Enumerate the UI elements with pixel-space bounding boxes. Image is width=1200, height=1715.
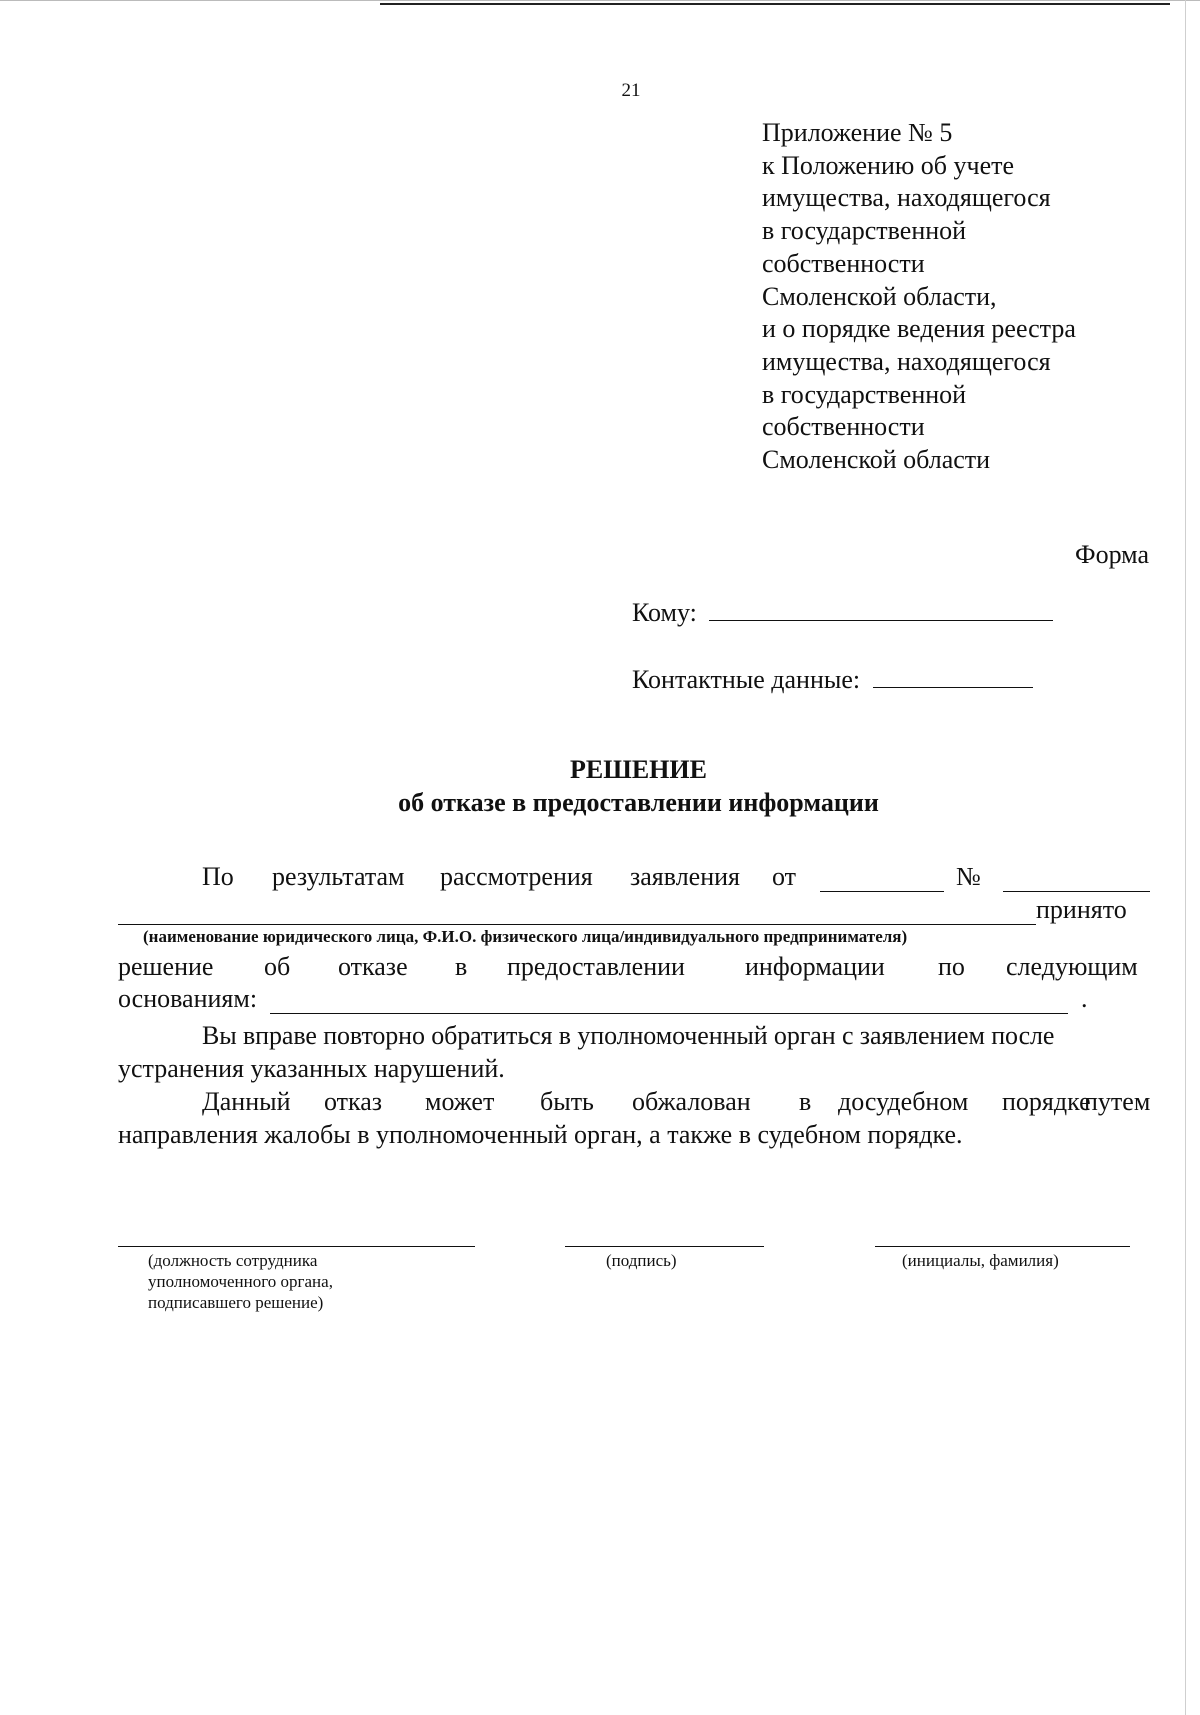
word: от [772, 862, 797, 891]
recipient-blank [709, 619, 1053, 621]
position-signature-line [118, 1246, 475, 1247]
word: быть [540, 1087, 594, 1116]
paragraph2-text: Вы вправе повторно обратиться в уполномоченный орган с заявлением после [202, 1021, 1055, 1050]
name-signature-line [875, 1246, 1130, 1247]
word: предоставлении [507, 952, 685, 981]
contact-blank [873, 686, 1033, 688]
document-subtitle: об отказе в предоставлении информации [398, 788, 879, 817]
position-caption [148, 1250, 333, 1313]
word: досудебном [838, 1087, 969, 1116]
word: Данный [202, 1087, 291, 1116]
word: следующим [1006, 952, 1138, 981]
right-scan-edge [1185, 0, 1186, 1715]
signature-line [565, 1246, 764, 1247]
word: порядке [1002, 1087, 1091, 1116]
applicant-blank [118, 923, 1036, 925]
appendix-line: Смоленской области [762, 445, 991, 475]
word: По [202, 862, 234, 891]
appendix-line: имущества, находящегося [762, 183, 1051, 213]
appendix-line: Приложение № 5 [762, 118, 953, 147]
appendix-line: к Положению об учете [762, 150, 1015, 180]
grounds-label: основаниям: [118, 984, 258, 1013]
grounds-end: . [1081, 984, 1088, 1013]
appendix-line: собственности [762, 248, 925, 278]
date-blank [820, 890, 944, 892]
word: по [938, 952, 965, 981]
number-sign: № [956, 862, 981, 891]
grounds-blank [270, 1012, 1068, 1014]
contact-label: Контактные данные: [632, 665, 861, 694]
paragraph3-line2 [118, 1120, 1150, 1150]
word: путем [1084, 1087, 1151, 1116]
position-caption-line: подписавшего решение) [148, 1293, 324, 1312]
appendix-line: в государственной [762, 379, 967, 409]
word: решение [118, 952, 214, 981]
top-rule [380, 3, 1170, 5]
word: отказе [338, 952, 408, 981]
page-number: 21 [621, 80, 641, 101]
document-title: РЕШЕНИЕ [570, 755, 707, 784]
word: информации [745, 952, 885, 981]
top-scan-edge [0, 0, 1200, 1]
accepted-word: принято [1036, 895, 1127, 924]
number-blank [1003, 890, 1150, 892]
word: в [799, 1087, 812, 1116]
appendix-block [762, 117, 1162, 477]
form-label: Форма [1075, 540, 1149, 569]
word: заявления [630, 862, 741, 891]
applicant-caption: (наименование юридического лица, Ф.И.О. физического лица/индивидуального предпринимателя) [143, 927, 908, 946]
word: результатам [272, 862, 405, 891]
recipient-label: Кому: [632, 598, 697, 627]
paragraph3-text: направления жалобы в уполномоченный орган, а также в судебном порядке. [118, 1120, 963, 1149]
position-caption-line: (должность сотрудника [148, 1251, 318, 1270]
appendix-line: в государственной [762, 216, 967, 246]
paragraph2-text: устранения указанных нарушений. [118, 1054, 505, 1083]
appendix-line: и о порядке ведения реестра [762, 314, 1076, 344]
appendix-line: имущества, находящегося [762, 346, 1051, 376]
position-caption-line: уполномоченного органа, [148, 1272, 333, 1291]
signature-caption: (подпись) [606, 1251, 677, 1270]
appendix-line: Смоленской области, [762, 281, 997, 311]
word: отказ [324, 1087, 383, 1116]
word: об [264, 952, 291, 981]
word: может [425, 1087, 495, 1116]
appendix-line: собственности [762, 412, 925, 442]
paragraph2-line2 [118, 1054, 1150, 1084]
recipient-row [632, 598, 1053, 628]
word: в [455, 952, 468, 981]
contact-row [632, 665, 1033, 695]
word: обжалован [632, 1087, 751, 1116]
word: рассмотрения [440, 862, 593, 891]
name-caption: (инициалы, фамилия) [902, 1251, 1059, 1270]
